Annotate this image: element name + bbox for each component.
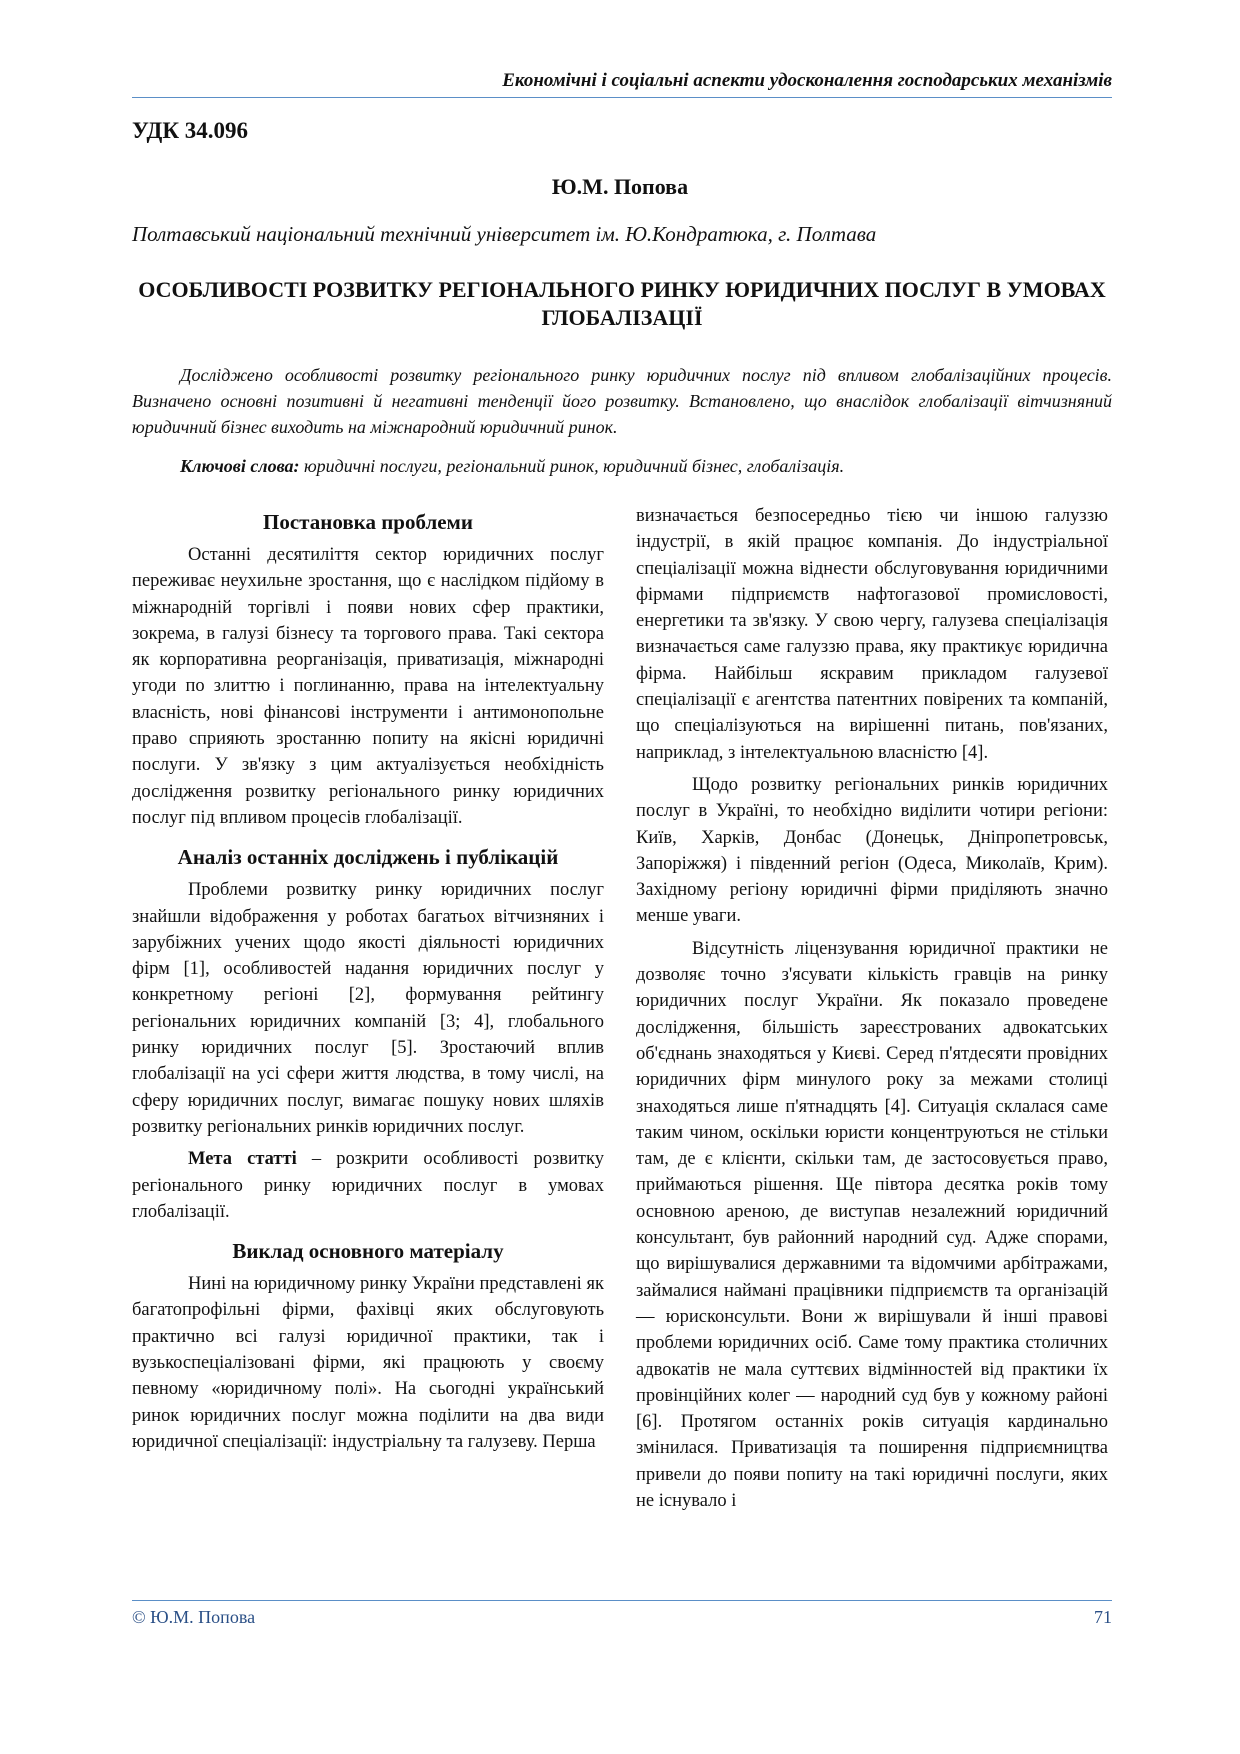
right-column — [636, 503, 1108, 1520]
paragraph: Відсутність ліцензування юридичної практики не дозволяє точно з'ясувати кількість гравців на ринку юридичних послуг України. Як показало проведене дослідження, більшість зареєстрованих адвокатських об'єднань знаходяться у Києві. Серед п'ятдесяти провідних юридичних фірм минулого року за межами столиці знаходяться лише п'ятнадцять [4]. Ситуація склалася саме таким чином, оскільки юристи концентруються не стільки там, де є клієнти, скільки там, де застосовується право, приймаються рішення. Ще півтора десятка років тому основною ареною, де виступав незалежний юридичний консультант, був районний народний суд. Адже спорами, що вирішувалися державними та відомчими арбітражами, займалися наймані працівники підприємств та організацій — юрисконсульти. Вони ж вирішували й інші правові проблеми юридичних осіб. Саме тому практика столичних адвокатів не мала суттєвих відмінностей від практики їх провінційних колег — народний суд був у кожному районі [6]. Протягом останніх років ситуація кардинально змінилася. Приватизація та поширення підприємництва привели до появи попиту на такі юридичні послуги, яких не існувало і — [636, 938, 1108, 1511]
footer-copyright: © Ю.М. Попова — [132, 1607, 256, 1627]
paragraph: Останні десятиліття сектор юридичних послуг переживає неухильне зростання, що є наслідком підйому в міжнародній торгівлі і появи нових сфер практики, зокрема, в галузі бізнесу та торгового права. Такі сектора як корпоративна реорганізація, приватизація, міжнародні угоди по злиттю і поглинанню, права на інтелектуальну власність, нові фінансові інструменти і антимонопольне право сприяють зростанню попиту на якісні юридичні послуги. У зв'язку з цим актуалізується необхідність дослідження розвитку регіонального ринку юридичних послуг під впливом процесів глобалізації. — [132, 545, 604, 828]
paragraph: Щодо розвитку регіональних ринків юридичних послуг в Україні, то необхідно виділити чотири регіони: Київ, Харків, Донбас (Донецьк, Дніпропетровськ, Запоріжжя) і південний регіон (Одеса, Миколаїв, Крим). Західному регіону юридичні фірми приділяють значно менше уваги. — [636, 774, 1108, 927]
udk-code: УДК 34.096 — [132, 118, 249, 143]
page-footer — [132, 1600, 1112, 1628]
keywords-text: юридичні послуги, регіональний ринок, юридичний бізнес, глобалізація. — [303, 456, 845, 476]
section-heading-main: Виклад основного матеріалу — [232, 1239, 504, 1264]
keywords-label: Ключові слова: — [180, 456, 300, 476]
left-column — [132, 508, 604, 1461]
paragraph: Нині на юридичному ринку України представлені як багатопрофільні фірми, фахівці яких обслуговують практично всі галузі юридичної практики, так і вузькоспеціалізовані фірми, які працюють у своєму певному «юридичному полі». На сьогодні український ринок юридичних послуг можна поділити на два види юридичної спеціалізації: індустріальну та галузеву. Перша — [132, 1274, 604, 1452]
author-affiliation: Полтавський національний технічний університет ім. Ю.Кондратюка, г. Полтава — [132, 222, 877, 246]
keywords — [132, 456, 1112, 477]
article-title: ОСОБЛИВОСТІ РОЗВИТКУ РЕГІОНАЛЬНОГО РИНКУ ЮРИДИЧНИХ ПОСЛУГ В УМОВАХ ГЛОБАЛІЗАЦІЇ — [138, 277, 1106, 330]
aim-text: – розкрити особливості розвитку регіонального ринку юридичних послуг в умовах глобалізації. — [132, 1149, 604, 1222]
aim-label: Мета статті — [188, 1149, 297, 1170]
paragraph: Проблеми розвитку ринку юридичних послуг знайшли відображення у роботах багатьох вітчизняних і зарубіжних учених щодо якості діяльності юридичних фірм [1], особливостей надання юридичних послуг у конкретному регіоні [2], формування рейтингу регіональних юридичних компаній [3; 4], глобального ринку юридичних послуг [5]. Зростаючий вплив глобалізації на усі сфери життя людства, в тому числі, на сферу юридичних послуг, вимагає пошуку нових шляхів розвитку регіональних ринків юридичних послуг. — [132, 880, 604, 1137]
section-heading-analysis: Аналіз останніх досліджень і публікацій — [177, 845, 559, 870]
page-number: 71 — [1094, 1607, 1112, 1627]
section-heading-problem: Постановка проблеми — [263, 510, 473, 534]
abstract: Досліджено особливості розвитку регіонального ринку юридичних послуг під впливом глобалізаційних процесів. Визначено основні позитивні й негативні тенденції його розвитку. Встановлено, що внаслідок глобалізації вітчизняний юридичний бізнес виходить на міжнародний юридичний ринок. — [132, 365, 1112, 437]
author-name: Ю.М. Попова — [551, 174, 689, 199]
running-head: Економічні і соціальні аспекти удосконалення господарських механізмів — [132, 70, 1112, 98]
paragraph-aim — [132, 1146, 604, 1225]
paragraph: визначається безпосередньо тією чи іншою галуззю індустрії, в якій працює компанія. До індустріальної спеціалізації можна віднести обслуговування юридичними фірмами підприємств нафтогазової промисловості, енергетики та зв'язку. У свою чергу, галузева спеціалізація визначається саме галуззю права, яку практикує юридична фірма. Найбільш яскравим прикладом галузевої спеціалізації є агентства патентних повірених та компаній, що спеціалізуються на вирішенні питань, пов'язаних, наприклад, з інтелектуальною власністю [4]. — [636, 506, 1108, 763]
